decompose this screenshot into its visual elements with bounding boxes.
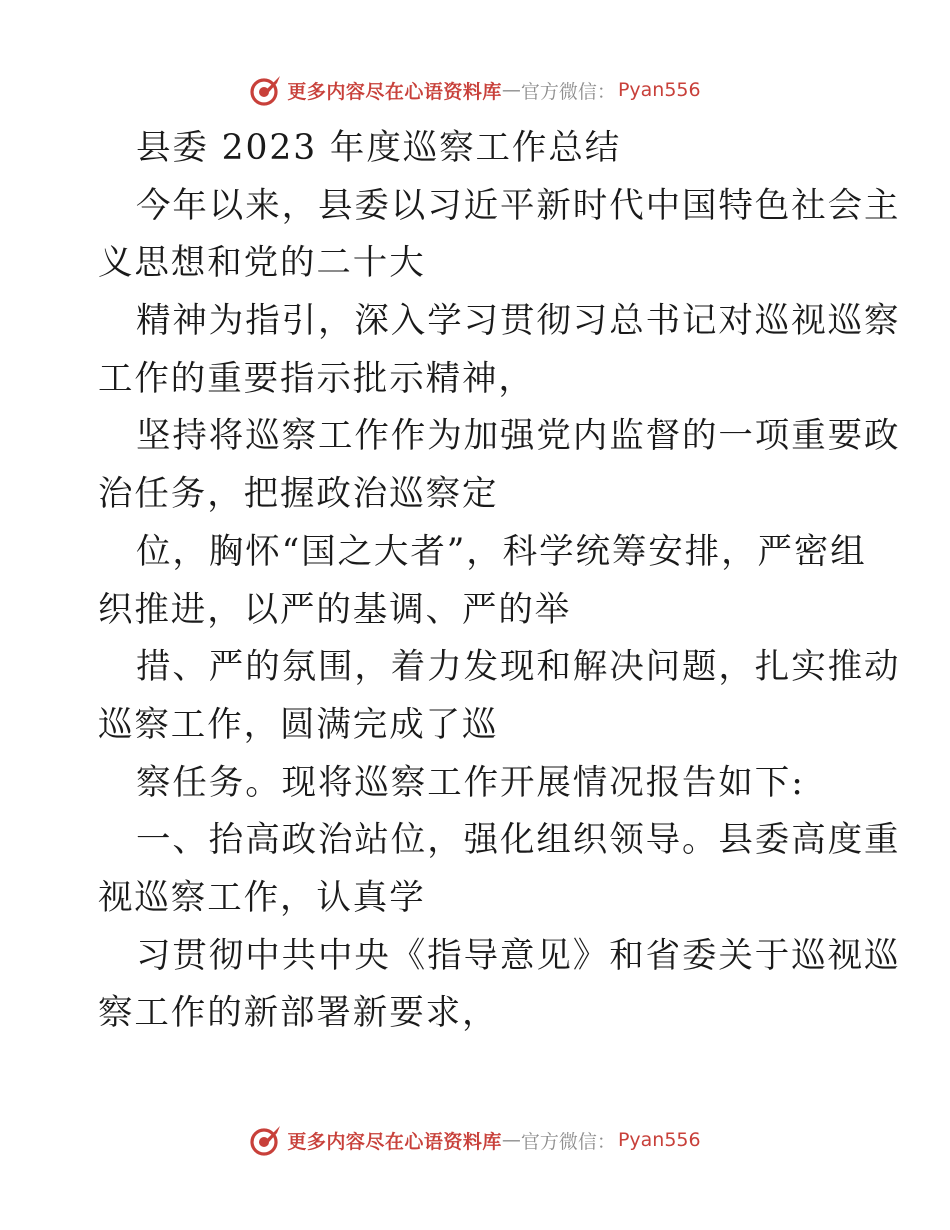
quill-logo-icon xyxy=(249,1123,283,1157)
paragraph-line: 今年以来，县委以习近平新时代中国特色社会主 xyxy=(136,185,901,226)
paragraph-line: 措、严的氛围，着力发现和解决问题，扎实推动 xyxy=(136,647,901,688)
paragraph-line: 坚持将巡察工作作为加强党内监督的一项重要政 xyxy=(136,416,901,457)
paragraph-line: 义思想和党的二十大 xyxy=(98,243,426,284)
paragraph-line: 习贯彻中共中央《指导意见》和省委关于巡视巡 xyxy=(136,935,901,976)
paragraph-line: 工作的重要指示批示精神， xyxy=(98,358,535,399)
watermark-separator: — xyxy=(501,1129,521,1151)
watermark-wechat-label: 官方微信： xyxy=(520,1130,616,1153)
watermark-main-text: 更多内容尽在心语资料库 xyxy=(287,80,502,103)
watermark-wechat-label: 官方微信： xyxy=(520,80,616,103)
paragraph-line: 织推进，以严的基调、严的举 xyxy=(98,589,572,630)
paragraph-line: 治任务，把握政治巡察定 xyxy=(98,474,499,515)
watermark-wechat-id: Pyan556 xyxy=(617,1129,701,1151)
watermark-main-text: 更多内容尽在心语资料库 xyxy=(287,1130,502,1153)
paragraph-line: 察工作的新部署新要求， xyxy=(98,993,499,1034)
quill-logo-icon xyxy=(249,73,283,107)
header-watermark xyxy=(0,70,950,110)
paragraph-line: 视巡察工作，认真学 xyxy=(98,877,426,918)
watermark-wechat-id: Pyan556 xyxy=(617,79,701,101)
paragraph-line: 精神为指引，深入学习贯彻习总书记对巡视巡察 xyxy=(136,301,901,342)
document-body xyxy=(98,120,901,1043)
watermark-separator: — xyxy=(501,79,521,101)
footer-watermark xyxy=(0,1120,950,1160)
document-title: 县委 2023 年度巡察工作总结 xyxy=(136,128,622,168)
paragraph-line: 位，胸怀“国之大者”，科学统筹安排，严密组 xyxy=(136,531,867,572)
paragraph-line: 察任务。现将巡察工作开展情况报告如下: xyxy=(136,762,805,803)
paragraph-line: 巡察工作，圆满完成了巡 xyxy=(98,704,499,745)
section-heading-line: 一、抬高政治站位，强化组织领导。县委高度重 xyxy=(136,820,901,861)
